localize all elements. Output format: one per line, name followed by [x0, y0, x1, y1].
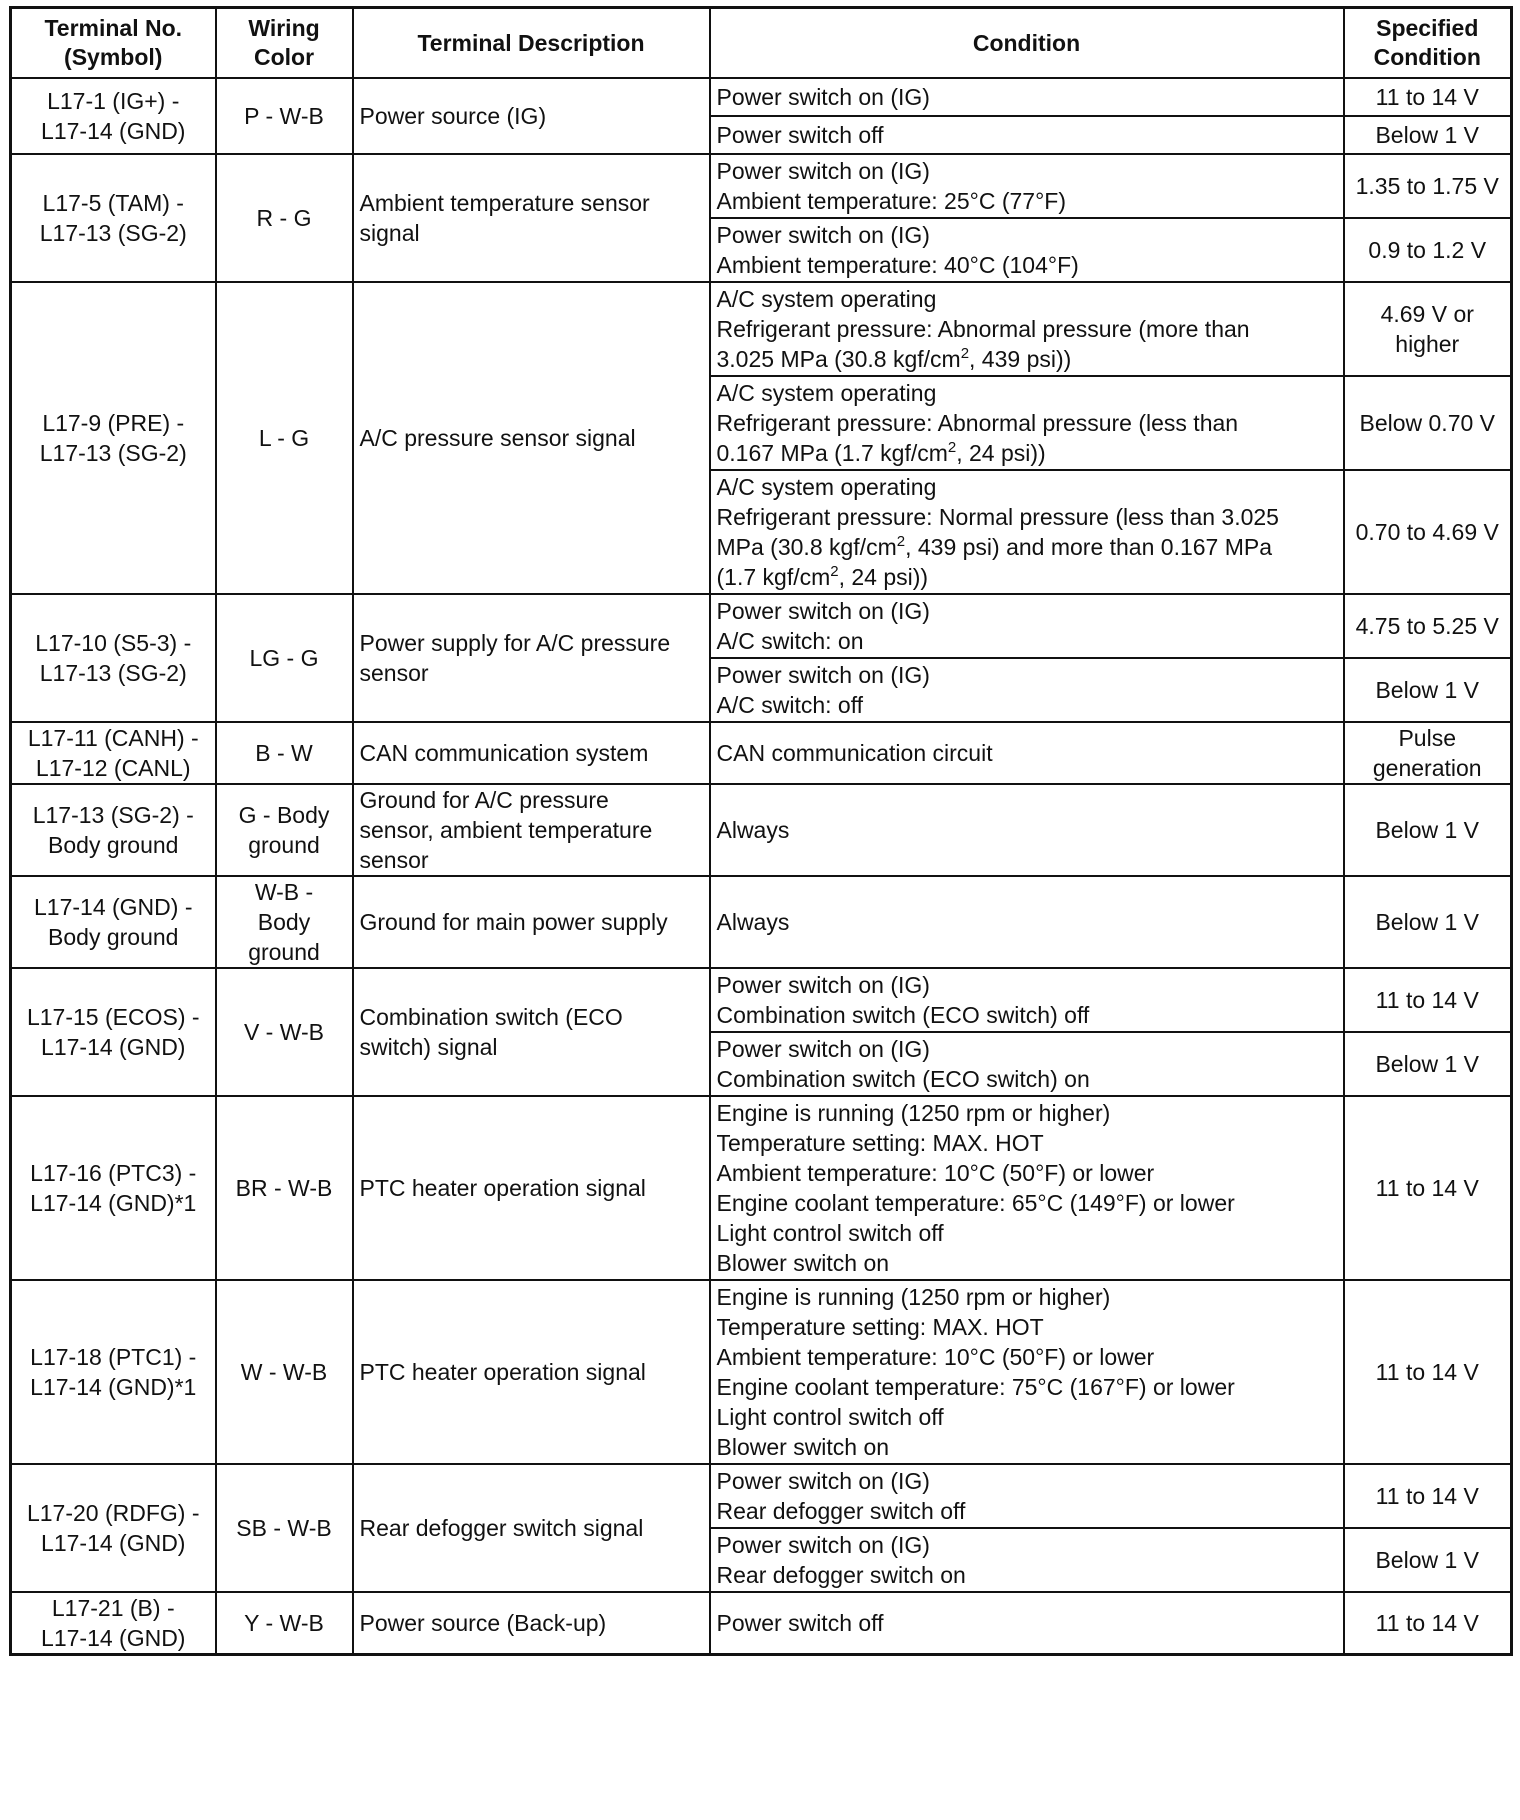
terminal-description-cell: Ground for A/C pressure sensor, ambient temperature sensor [353, 784, 710, 876]
specified-condition-cell: 11 to 14 V [1344, 968, 1512, 1032]
terminal-description-cell: Ambient temperature sensor signal [353, 154, 710, 282]
condition-cell: Always [710, 876, 1344, 968]
terminal-cell: L17-20 (RDFG) - L17-14 (GND) [11, 1464, 216, 1592]
header-condition: Condition [710, 8, 1344, 79]
condition-cell: Power switch off [710, 116, 1344, 154]
condition-cell: Power switch off [710, 1592, 1344, 1655]
table-row [11, 594, 1512, 658]
condition-cell: Power switch on (IG) Combination switch (ECO switch) off [710, 968, 1344, 1032]
specified-condition-cell: 11 to 14 V [1344, 1592, 1512, 1655]
table-row [11, 1592, 1512, 1655]
header-row [11, 8, 1512, 79]
condition-cell: Power switch on (IG) A/C switch: on [710, 594, 1344, 658]
terminal-description-cell: Power supply for A/C pressure sensor [353, 594, 710, 722]
table-row [11, 784, 1512, 876]
terminal-cell: L17-18 (PTC1) - L17-14 (GND)*1 [11, 1280, 216, 1464]
wiring-color-cell: Y - W-B [216, 1592, 353, 1655]
condition-cell: Power switch on (IG) Combination switch (ECO switch) on [710, 1032, 1344, 1096]
specified-condition-cell: Below 1 V [1344, 658, 1512, 722]
terminal-description-cell: Power source (IG) [353, 78, 710, 154]
condition-cell: A/C system operating Refrigerant pressure: Normal pressure (less than 3.025 MPa (30.8 kgf/$cm^2$, 439 psi) and more than 0.167 MPa (1.7 kgf/$cm^2$, 24 psi)) [710, 470, 1344, 594]
specified-condition-cell: Below 1 V [1344, 876, 1512, 968]
wiring-color-cell: B - W [216, 722, 353, 784]
specified-condition-cell: 11 to 14 V [1344, 78, 1512, 116]
condition-cell: Engine is running (1250 rpm or higher) Temperature setting: MAX. HOT Ambient temperature: 10°C (50°F) or lower Engine coolant temperature: 65°C (149°F) or lower Light control switch off Blower switch on [710, 1096, 1344, 1280]
wiring-color-cell: LG - G [216, 594, 353, 722]
condition-cell: CAN communication circuit [710, 722, 1344, 784]
wiring-color-cell: P - W-B [216, 78, 353, 154]
condition-cell: A/C system operating Refrigerant pressure: Abnormal pressure (more than 3.025 MPa (30.8 kgf/$cm^2$, 439 psi)) [710, 282, 1344, 376]
terminal-cell: L17-1 (IG+) - L17-14 (GND) [11, 78, 216, 154]
terminal-description-cell: PTC heater operation signal [353, 1096, 710, 1280]
condition-cell: Power switch on (IG) Rear defogger switch off [710, 1464, 1344, 1528]
condition-cell: Power switch on (IG) Ambient temperature: 40°C (104°F) [710, 218, 1344, 282]
wiring-color-cell: L - G [216, 282, 353, 594]
wiring-color-cell: W - W-B [216, 1280, 353, 1464]
table-row [11, 78, 1512, 116]
terminal-cell: L17-13 (SG-2) - Body ground [11, 784, 216, 876]
terminal-cell: L17-5 (TAM) - L17-13 (SG-2) [11, 154, 216, 282]
specified-condition-cell: Below 0.70 V [1344, 376, 1512, 470]
specified-condition-cell: 4.75 to 5.25 V [1344, 594, 1512, 658]
wiring-color-cell: SB - W-B [216, 1464, 353, 1592]
terminal-description-cell: CAN communication system [353, 722, 710, 784]
terminal-cell: L17-11 (CANH) - L17-12 (CANL) [11, 722, 216, 784]
terminal-description-cell: Combination switch (ECO switch) signal [353, 968, 710, 1096]
condition-cell: Always [710, 784, 1344, 876]
specified-condition-cell: 11 to 14 V [1344, 1280, 1512, 1464]
terminal-description-cell: Power source (Back-up) [353, 1592, 710, 1655]
condition-cell: Power switch on (IG) A/C switch: off [710, 658, 1344, 722]
specified-condition-cell: 11 to 14 V [1344, 1464, 1512, 1528]
specified-condition-cell: 4.69 V or higher [1344, 282, 1512, 376]
header-wiring: Wiring Color [216, 8, 353, 79]
condition-cell: Power switch on (IG) Rear defogger switch on [710, 1528, 1344, 1592]
terminal-description-cell: A/C pressure sensor signal [353, 282, 710, 594]
wiring-color-cell: W-B - Body ground [216, 876, 353, 968]
specified-condition-cell: Below 1 V [1344, 1528, 1512, 1592]
condition-cell: A/C system operating Refrigerant pressure: Abnormal pressure (less than 0.167 MPa (1.7 kgf/$cm^2$, 24 psi)) [710, 376, 1344, 470]
table-row [11, 1464, 1512, 1528]
terminal-cell: L17-16 (PTC3) - L17-14 (GND)*1 [11, 1096, 216, 1280]
table-row [11, 1280, 1512, 1464]
table-row [11, 1096, 1512, 1280]
wiring-color-cell: BR - W-B [216, 1096, 353, 1280]
terminal-description-cell: Rear defogger switch signal [353, 1464, 710, 1592]
terminal-description-cell: Ground for main power supply [353, 876, 710, 968]
table-body [11, 78, 1512, 1655]
terminal-description-cell: PTC heater operation signal [353, 1280, 710, 1464]
terminal-cell: L17-21 (B) - L17-14 (GND) [11, 1592, 216, 1655]
table-row [11, 282, 1512, 376]
wiring-color-cell: G - Body ground [216, 784, 353, 876]
terminal-cell: L17-9 (PRE) - L17-13 (SG-2) [11, 282, 216, 594]
specified-condition-cell: 11 to 14 V [1344, 1096, 1512, 1280]
condition-cell: Power switch on (IG) Ambient temperature: 25°C (77°F) [710, 154, 1344, 218]
specified-condition-cell: 0.70 to 4.69 V [1344, 470, 1512, 594]
wiring-color-cell: R - G [216, 154, 353, 282]
terminal-cell: L17-14 (GND) - Body ground [11, 876, 216, 968]
header-specified: Specified Condition [1344, 8, 1512, 79]
terminal-table [9, 6, 1513, 1656]
specified-condition-cell: Below 1 V [1344, 784, 1512, 876]
header-terminal: Terminal No. (Symbol) [11, 8, 216, 79]
condition-cell: Engine is running (1250 rpm or higher) Temperature setting: MAX. HOT Ambient temperature: 10°C (50°F) or lower Engine coolant temperature: 75°C (167°F) or lower Light control switch off Blower switch on [710, 1280, 1344, 1464]
table-row [11, 968, 1512, 1032]
specified-condition-cell: 0.9 to 1.2 V [1344, 218, 1512, 282]
specified-condition-cell: Below 1 V [1344, 1032, 1512, 1096]
specified-condition-cell: 1.35 to 1.75 V [1344, 154, 1512, 218]
terminal-cell: L17-15 (ECOS) - L17-14 (GND) [11, 968, 216, 1096]
header-description: Terminal Description [353, 8, 710, 79]
table-row [11, 154, 1512, 218]
table-row [11, 722, 1512, 784]
condition-cell: Power switch on (IG) [710, 78, 1344, 116]
wiring-color-cell: V - W-B [216, 968, 353, 1096]
terminal-cell: L17-10 (S5-3) - L17-13 (SG-2) [11, 594, 216, 722]
specified-condition-cell: Below 1 V [1344, 116, 1512, 154]
specified-condition-cell: Pulse generation [1344, 722, 1512, 784]
table-row [11, 876, 1512, 968]
